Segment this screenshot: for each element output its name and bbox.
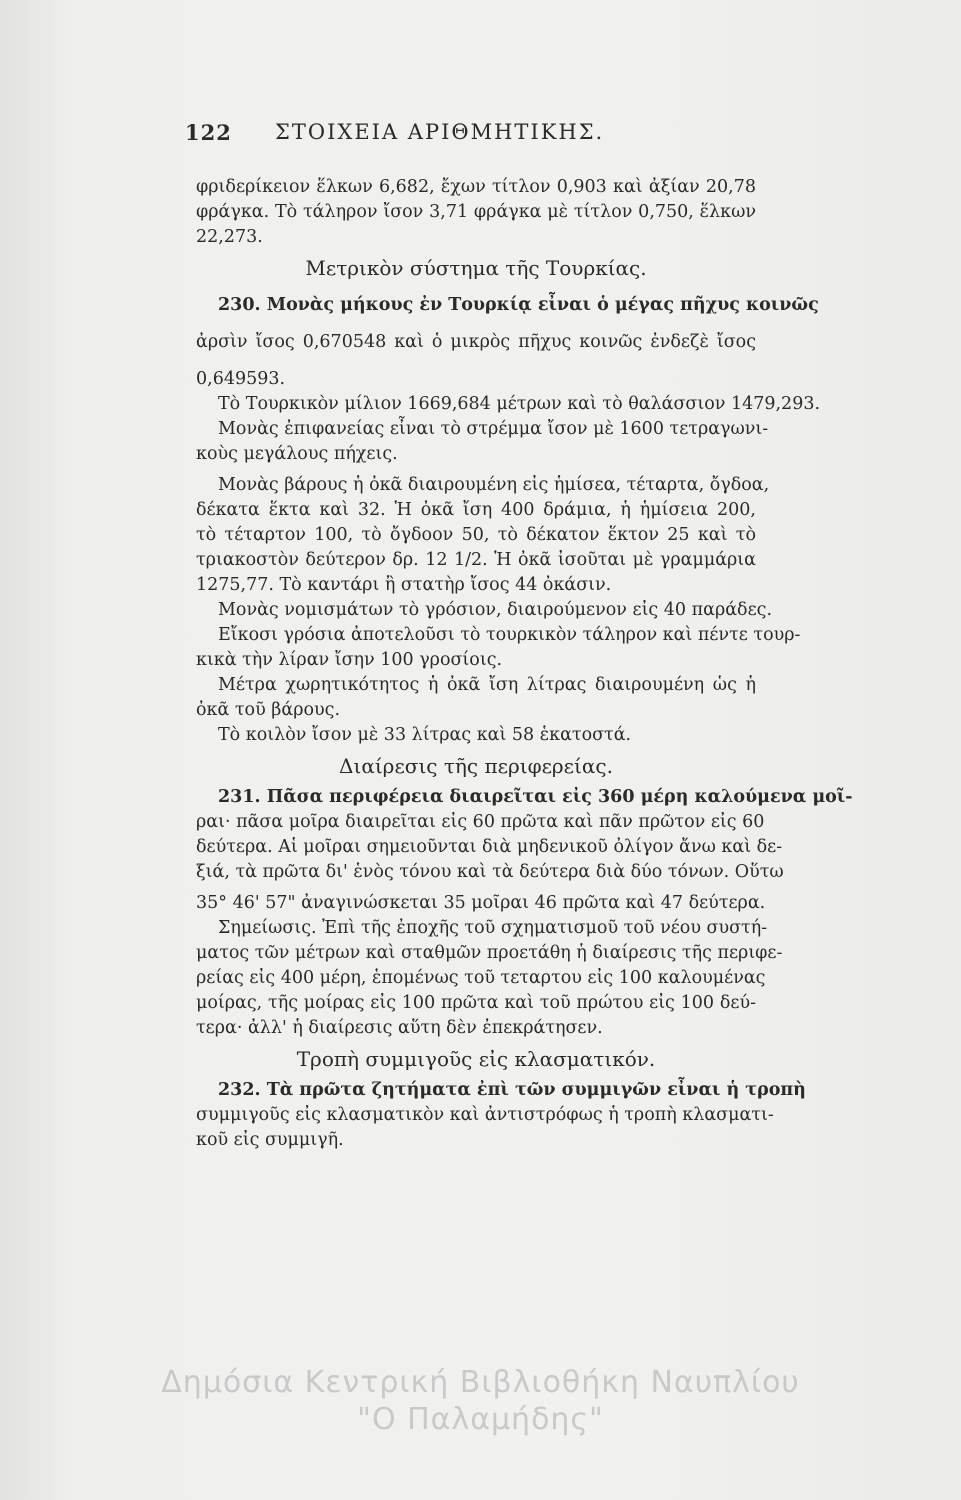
section-heading: Τροπὴ συμμιγοῦς εἰς κλασματικόν.	[296, 1047, 656, 1071]
text-line: ματος τῶν μέτρων καὶ σταθμῶν προετάθη ἡ διαίρεσις τῆς περιφε-	[196, 943, 783, 963]
paragraph-232: 232. Τὰ πρῶτα ζητήματα ἐπὶ τῶν συμμιγῶν εἶναι ἡ τροπὴ	[218, 1080, 806, 1100]
paragraph-231: 231. Πᾶσα περιφέρεια διαιρεῖται εἰς 360 μέρη καλούμενα μοῖ-	[218, 787, 853, 807]
text-line: ἀρσὶν ἴσος 0,670548 καὶ ὁ μικρὸς πῆχυς κοινῶς ἐνδεζὲ ἴσος	[196, 332, 756, 352]
text-line: 35° 46' 57" ἀναγινώσκεται 35 μοῖραι 46 πρῶτα καὶ 47 δεύτερα.	[196, 893, 766, 913]
section-heading: Διαίρεσις τῆς περιφερείας.	[339, 754, 613, 778]
note-line: Σημείωσις. Ἐπὶ τῆς ἐποχῆς τοῦ σχηματισμοῦ τοῦ νέου συστή-	[218, 918, 768, 938]
text-line: τὸ τέταρτον 100, τὸ ὄγδοον 50, τὸ δέκατον ἕκτον 25 καὶ τὸ	[196, 525, 756, 545]
text-line: ραι· πᾶσα μοῖρα διαιρεῖται εἰς 60 πρῶτα καὶ πᾶν πρῶτον εἰς 60	[196, 812, 765, 832]
text-line: 1275,77. Τὸ καντάρι ἢ στατὴρ ἴσος 44 ὀκάσιν.	[196, 575, 612, 595]
page-number: 122	[185, 120, 232, 145]
text-line: μοίρας, τῆς μοίρας εἰς 100 πρῶτα καὶ τοῦ πρώτου εἰς 100 δεύ-	[196, 993, 756, 1013]
text-line: ξιά, τὰ πρῶτα δι' ἑνὸς τόνου καὶ τὰ δεύτερα διὰ δύο τόνων. Οὕτω	[196, 862, 784, 882]
text-line: τερα· ἀλλ' ἡ διαίρεσις αὕτη δὲν ἐπεκράτησεν.	[196, 1018, 603, 1038]
library-watermark-subtitle: "Ο Παλαμήδης"	[357, 1402, 604, 1437]
text-line: ὀκᾶ τοῦ βάρους.	[196, 700, 341, 720]
section-heading: Μετρικὸν σύστημα τῆς Τουρκίας.	[305, 256, 647, 280]
library-watermark: Δημόσια Κεντρική Βιβλιοθήκη Ναυπλίου	[161, 1365, 800, 1400]
text-line: κικὰ τὴν λίραν ἴσην 100 γροσίοις.	[196, 650, 503, 670]
text-line: Μέτρα χωρητικότητος ἡ ὀκᾶ ἴση λίτρας διαιρουμένη ὡς ἡ	[218, 675, 756, 695]
running-title: ΣΤΟΙΧΕΙΑ ΑΡΙΘΜΗΤΙΚΗΣ.	[275, 120, 605, 144]
text-line: Μονὰς νομισμάτων τὸ γρόσιον, διαιρούμενον εἰς 40 παράδες.	[218, 600, 773, 620]
text-line: Τὸ Τουρκικὸν μίλιον 1669,684 μέτρων καὶ τὸ θαλάσσιον 1479,293.	[218, 394, 821, 414]
text-line: Εἴκοσι γρόσια ἀποτελοῦσι τὸ τουρκικὸν τάληρον καὶ πέντε τουρ-	[218, 625, 801, 645]
running-head	[185, 120, 745, 150]
text-line: κοῦ εἰς συμμιγῆ.	[196, 1130, 344, 1150]
text-line: Μονὰς ἐπιφανείας εἶναι τὸ στρέμμα ἴσον μὲ 1600 τετραγωνι-	[218, 419, 769, 439]
text-line: συμμιγοῦς εἰς κλασματικὸν καὶ ἀντιστρόφως ἡ τροπὴ κλασματι-	[196, 1105, 774, 1125]
text-line: 0,649593.	[196, 369, 286, 389]
page-body	[196, 175, 853, 1153]
text-line: δεύτερα. Αἱ μοῖραι σημειοῦνται διὰ μηδενικοῦ ὀλίγον ἄνω καὶ δε-	[196, 837, 783, 857]
text-line: Τὸ κοιλὸν ἴσον μὲ 33 λίτρας καὶ 58 ἑκατοστά.	[218, 725, 632, 745]
text-line: Μονὰς βάρους ἡ ὀκᾶ διαιρουμένη εἰς ἡμίσεα, τέταρτα, ὄγδοα,	[218, 475, 770, 495]
text-line: τριακοστὸν δεύτερον δρ. 12 1/2. Ἡ ὀκᾶ ἰσοῦται μὲ γραμμάρια	[196, 550, 756, 570]
text-line: φριδερίκειον ἕλκων 6,682, ἔχων τίτλον 0,903 καὶ ἀξίαν 20,78	[196, 177, 756, 197]
paragraph-230: 230. Μονὰς μήκους ἐν Τουρκίᾳ εἶναι ὁ μέγας πῆχυς κοινῶς	[218, 295, 819, 315]
text-line: 22,273.	[196, 227, 263, 247]
text-line: φράγκα. Τὸ τάληρον ἴσον 3,71 φράγκα μὲ τίτλον 0,750, ἕλκων	[196, 202, 756, 222]
text-line: ρείας εἰς 400 μέρη, ἑπομένως τοῦ τεταρτου εἰς 100 καλουμένας	[196, 968, 766, 988]
text-line: κοὺς μεγάλους πήχεις.	[196, 444, 398, 464]
text-line: δέκατα ἕκτα καὶ 32. Ἡ ὀκᾶ ἴση 400 δράμια, ἡ ἡμίσεια 200,	[196, 500, 756, 520]
